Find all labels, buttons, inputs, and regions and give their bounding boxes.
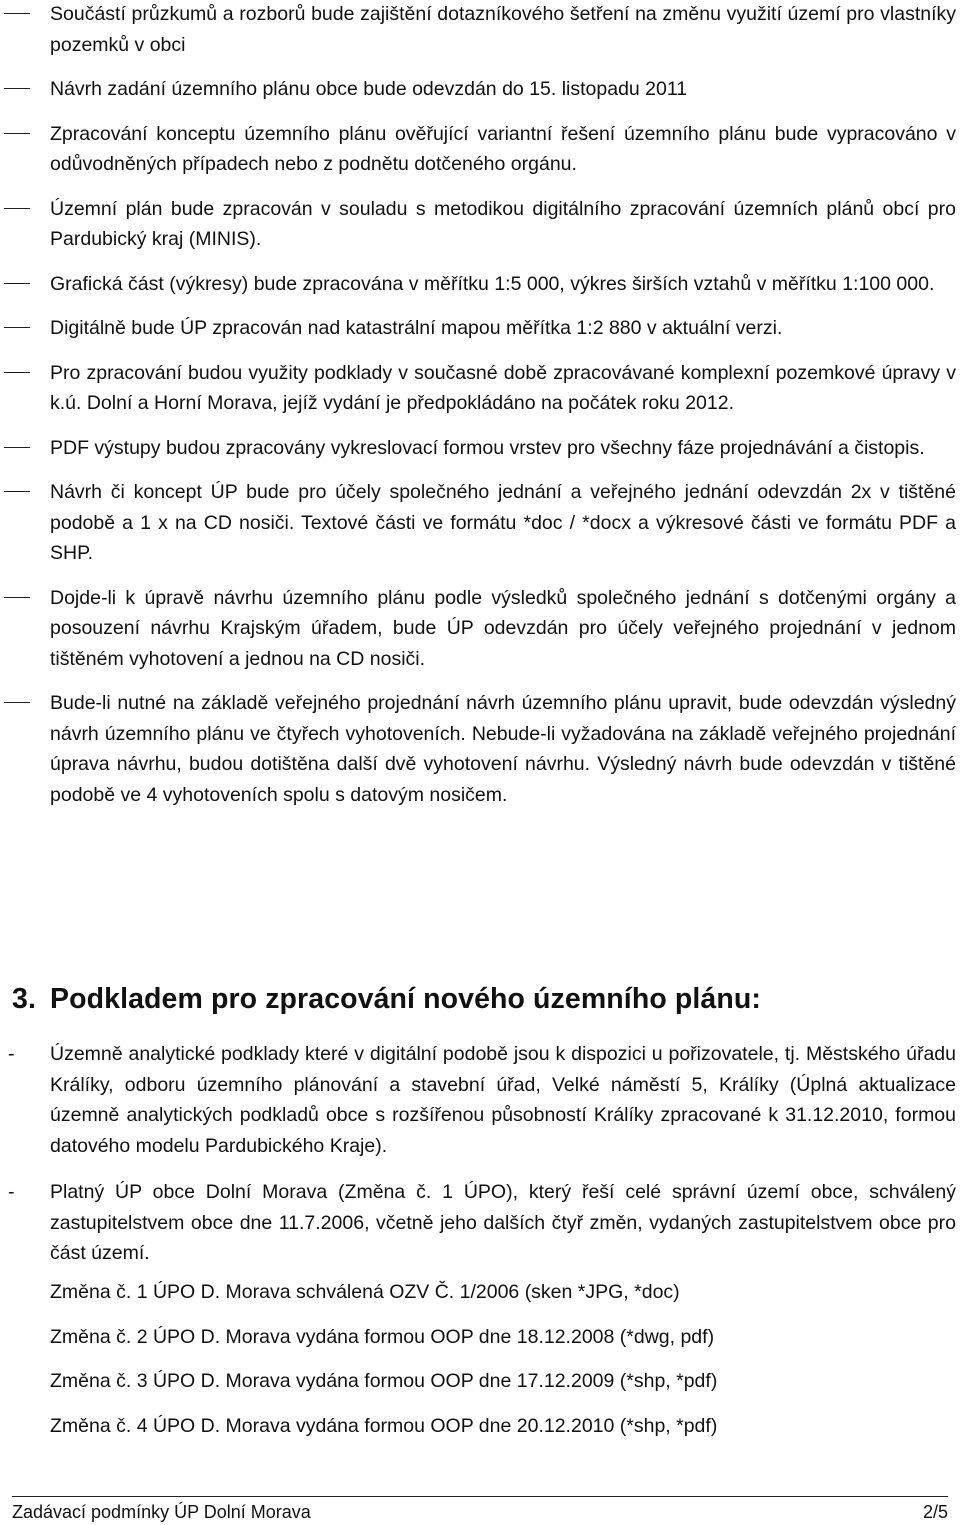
list-item-text: Digitálně bude ÚP zpracován nad katastrální mapou měřítka 1:2 880 v aktuální verzi.	[50, 317, 783, 339]
source-item-text: Platný ÚP obce Dolní Morava (Změna č. 1 ÚPO), který řeší celé správní území obce, schválený zastupitelstvem obce dne 11.7.2006, včetně jeho dalších čtyř změn, vydaných zastupitelstvem obce pro část území.	[50, 1181, 956, 1264]
list-item	[0, 433, 960, 464]
change-line: Změna č. 3 ÚPO D. Morava vydána formou OOP dne 17.12.2009 (*shp, *pdf)	[50, 1370, 718, 1392]
page-footer	[12, 1496, 948, 1523]
dash-marker	[4, 447, 30, 448]
section-title: Podkladem pro zpracování nového územního plánu:	[50, 983, 761, 1015]
source-list	[0, 1039, 960, 1283]
dash-marker	[4, 597, 30, 598]
list-item-text: Součástí průzkumů a rozborů bude zajištění dotazníkového šetření na změnu využití území pro vlastníky pozemků v obci	[50, 3, 956, 56]
list-item-text: Bude-li nutné na základě veřejného projednání návrh územního plánu upravit, bude odevzdán výsledný návrh územního plánu ve čtyřech vyhotoveních. Nebude-li vyžadována na základě veřejného projednání úprava návrhu, budou dotištěna další dvě vyhotovení návrhu. Výsledný návrh bude odevzdán v tištěné podobě ve 4 vyhotoveních spolu s datovým nosičem.	[50, 692, 956, 806]
list-item	[0, 194, 960, 255]
dash-marker	[4, 208, 30, 209]
footer-title: Zadávací podmínky ÚP Dolní Morava	[12, 1502, 311, 1522]
section-number: 3.	[12, 983, 36, 1015]
list-item-text: Zpracování konceptu územního plánu ověřující variantní řešení územního plánu bude vypracováno v odůvodněných případech nebo z podnětu dotčeného orgánu.	[50, 122, 956, 175]
dash-marker	[4, 133, 30, 134]
list-item	[0, 583, 960, 675]
list-item	[0, 688, 960, 810]
change-line: Změna č. 4 ÚPO D. Morava vydána formou OOP dne 20.12.2010 (*shp, *pdf)	[50, 1414, 718, 1437]
list-item-text: Návrh či koncept ÚP bude pro účely společného jednání a veřejného jednání odevzdán 2x v tištěné podobě a 1 x na CD nosiči. Textové části ve formátu *doc / *docx a výkresové části ve formátu PDF a SHP.	[50, 481, 956, 564]
change-line: Změna č. 1 ÚPO D. Morava schválená OZV Č. 1/2006 (sken *JPG, *doc)	[50, 1281, 680, 1303]
hyphen-marker: -	[8, 1043, 15, 1065]
dash-marker	[4, 13, 30, 14]
dash-marker	[4, 491, 30, 492]
list-item	[0, 74, 960, 105]
hyphen-marker: -	[8, 1181, 15, 1203]
dash-marker	[4, 283, 30, 284]
changes-list	[50, 1277, 950, 1455]
list-item-text: Územní plán bude zpracován v souladu s metodikou digitálního zpracování územních plánů obcí pro Pardubický kraj (MINIS).	[50, 197, 956, 250]
dash-marker	[4, 702, 30, 703]
list-item	[0, 0, 960, 60]
source-item	[0, 1039, 960, 1161]
source-item-text: Územně analytické podklady které v digitální podobě jsou k dispozici u pořizovatele, tj. Městského úřadu Králíky, odboru územního plánování a stavební úřad, Velké náměstí 5, Králíky (Úplná aktualizace územně analytických podkladů obce s rozšířenou působností Králíky zpracované k 31.12.2010, formou datového modelu Pardubického Kraje).	[50, 1043, 956, 1157]
dash-marker	[4, 88, 30, 89]
list-item	[0, 119, 960, 180]
list-item-text: PDF výstupy budou zpracovány vykreslovací formou vrstev pro všechny fáze projednávání a čistopis.	[50, 436, 925, 459]
list-item	[0, 269, 960, 300]
page-number: 2/5	[922, 1502, 948, 1522]
source-item	[0, 1177, 960, 1269]
dash-marker	[4, 372, 30, 373]
section-heading	[12, 983, 761, 1016]
dash-marker	[4, 327, 30, 328]
change-line: Změna č. 2 ÚPO D. Morava vydána formou OOP dne 18.12.2008 (*dwg, pdf)	[50, 1325, 715, 1348]
list-item	[0, 313, 960, 344]
list-item-text: Pro zpracování budou využity podklady v současné době zpracovávané komplexní pozemkové úpravy v k.ú. Dolní a Horní Morava, jejíž vydání je předpokládáno na počátek roku 2012.	[50, 361, 956, 414]
list-item	[0, 477, 960, 569]
list-item-text: Grafická část (výkresy) bude zpracována v měřítku 1:5 000, výkres širších vztahů v měřítku 1:100 000.	[50, 272, 935, 295]
list-item-text: Dojde-li k úpravě návrhu územního plánu podle výsledků společného jednání s dotčenými orgány a posouzení návrhu Krajským úřadem, bude ÚP odevzdán pro účely veřejného projednání v jednom tištěném vyhotovení a jednou na CD nosiči.	[50, 586, 956, 670]
list-item	[0, 358, 960, 419]
list-item-text: Návrh zadání územního plánu obce bude odevzdán do 15. listopadu 2011	[50, 78, 688, 100]
